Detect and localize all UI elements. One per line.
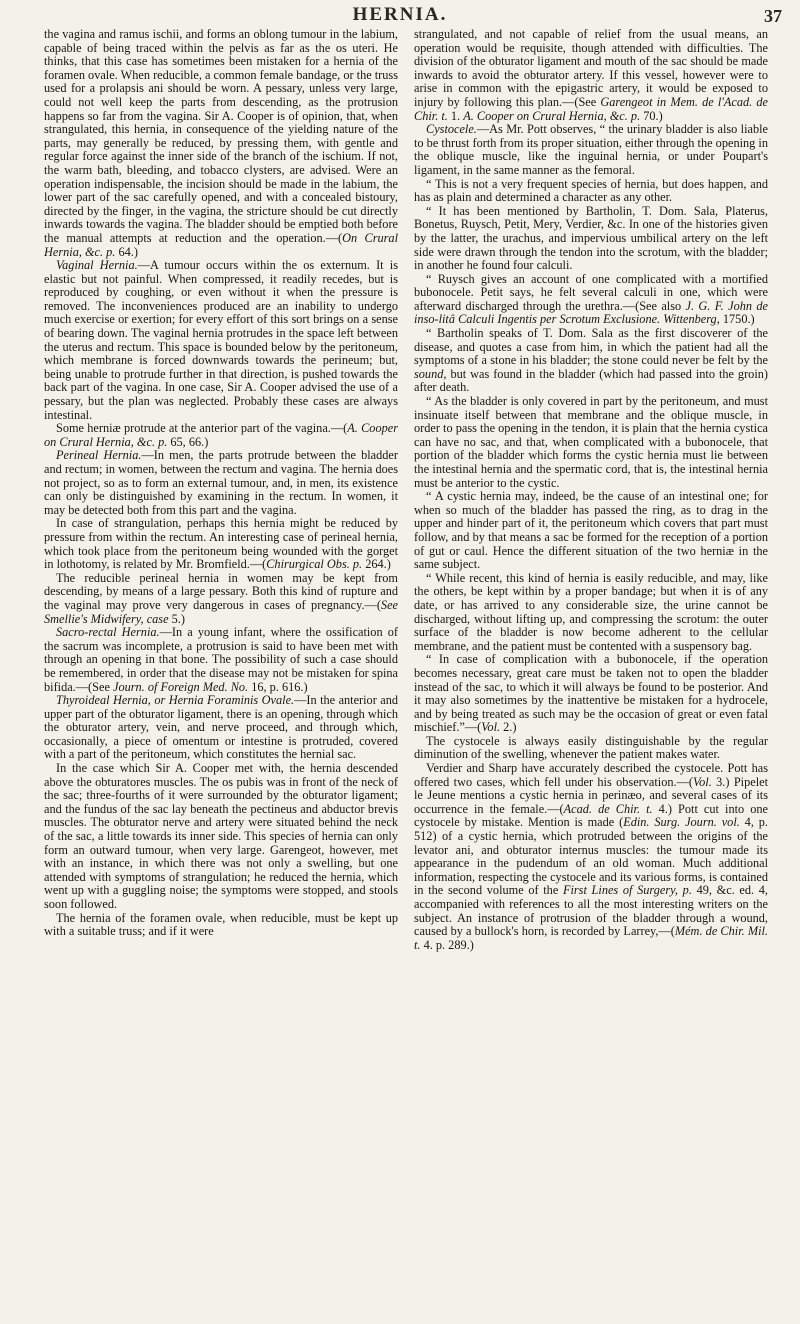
running-head: HERNIA. (352, 4, 448, 25)
body-text: “ In case of complication with a bubonocele, if the operation becomes necessary, great care must be taken not to open the bladder instead of the sac, to which it will always be found to be posterior. And it may also sometimes by the inattentive be mistaken for a hydrocele, and by being treated as such may be the occasion of great or even fatal mischief.”—( (414, 652, 768, 735)
right-column (414, 28, 768, 1318)
body-text: 64.) (115, 244, 138, 259)
paragraph (414, 395, 768, 490)
body-text: 65, 66.) (167, 434, 209, 449)
italic-text: Chirurgical Obs. p. (266, 557, 363, 572)
body-text: 1. (447, 108, 464, 123)
body-text: 4. p. 289.) (420, 937, 474, 952)
paragraph (414, 273, 768, 327)
paragraph (414, 762, 768, 952)
paragraph (414, 490, 768, 572)
body-text: —A tumour occurs within the os externum. It is elastic but not painful. When compressed, it readily recedes, but is reproduced by coughing, or even without it when the pressure is removed. The inconveniences produced are an inability to undergo much exercise or exertion; for every effort of this sort brings on a sense of bearing down. The vaginal hernia protrudes in the space left between the uterus and rectum. This space is bounded below by the peritoneum, which membrane is forced downwards towards the perineum; but, being unable to protrude further in that direction, is pushed towards the back part of the vagina. In one case, Sir A. Cooper advised the use of a pessary, but the plan was neglected. Probably these cases are always intestinal. (44, 258, 398, 422)
body-text: 70.) (640, 108, 663, 123)
paragraph (414, 735, 768, 762)
paragraph (44, 762, 398, 912)
body-text: The reducible perineal hernia in women may be kept from descending, by means of a large pessary. Both this kind of rupture and the vaginal may prove very dangerous in cases of pregnancy.—( (44, 570, 398, 612)
paragraph (44, 28, 398, 259)
italic-text: Vol. (692, 774, 712, 789)
paragraph (414, 28, 768, 123)
body-text: 4, p. 512) of a cystic hernia, which protruded between the origins of the levator ani, and obturator internus muscles: the tumour made its appearance in the pudendum of an old woman. Much additional information, respecting the cystocele and its various forms, is contained in the second volume of the (414, 815, 768, 898)
italic-text: A. Cooper on Crural Hernia, &c. p. (463, 108, 641, 123)
body-text: —In a young infant, where the ossification of the sacrum was incomplete, a protrusion is said to have been met with through an opening in that bone. The possibility of such a case should be remembered, in order that the disease may not be mistaken for spina bifida.—(See (44, 625, 398, 694)
body-text: —In men, the parts protrude between the bladder and rectum; in women, between the rectum and vagina. The hernia does not project, so as to form an external tumour, and, in men, its existence can only be distinguished by examining in the rectum. In women, it may be detected both from this part and the vagina. (44, 448, 398, 517)
body-text: “ While recent, this kind of hernia is easily reducible, and may, like the others, be kept within by a proper bandage; but when it is of any date, or has arrived to any considerable size, the urine cannot be discharged, without lifting up, and compressing the scrotum: the outer surface of the bladder is now become adherent to the cellular membrane, and the patient must be contented with a suspensory bag. (414, 570, 768, 653)
italic-text: sound, (414, 366, 447, 381)
paragraph (44, 449, 398, 517)
italic-text: Thyroideal Hernia, or Hernia Foraminis Ovale. (56, 693, 295, 708)
paragraph (414, 653, 768, 735)
paragraph (44, 626, 398, 694)
paragraph (414, 178, 768, 205)
paragraph (414, 327, 768, 395)
body-text: The cystocele is always easily distinguishable by the regular diminution of the swelling, whenever the patient makes water. (414, 733, 768, 762)
body-text: 1750.) (719, 312, 755, 327)
body-text: 4.) Pott cut into one cystocele by mistake. Mention is made ( (414, 801, 768, 830)
paragraph (44, 572, 398, 626)
body-text: 49, &c. ed. 4, accompanied with references to all the most interesting writers on the subject. An instance of protrusion of the bladder through a wound, caused by a bullock's horn, is recorded by Larrey,—( (414, 883, 768, 939)
paragraph (414, 572, 768, 654)
body-text: In the case which Sir A. Cooper met with, the hernia descended above the obturatores muscles. The os pubis was in front of the neck of the sac; three-fourths of it were surrounded by the obturator ligament; and the fundus of the sac lay beneath the pectineus and abductor brevis muscles. The obturator nerve and artery were situated behind the neck of the sac, a little towards its inner side. This species of hernia can only form an outward tumour, when very large. Garengeot, however, met with an instance, in which there was not only a swelling, but one attended with symptoms of strangulation; he reduced the hernia, which went up with a guggling noise; the symptoms were stopped, and stools soon followed. (44, 761, 398, 911)
italic-text: A. Cooper on Crural Hernia, &c. p. (44, 421, 398, 449)
italic-text: Journ. of Foreign Med. No. (112, 679, 249, 694)
italic-text: First Lines of Surgery, p. (562, 883, 692, 898)
paragraph (414, 123, 768, 177)
body-text: strangulated, and not capable of relief from the usual means, an operation would be requisite, though attended with difficulties. The division of the obturator ligament and mouth of the sac should be made inwards to avoid the obturator artery. If this vessel, however were to arise in common with the epigastric artery, it would be exposed to injury by following this plan.—(See (414, 28, 768, 109)
body-text: “ As the bladder is only covered in part by the peritoneum, and must insinuate itself between that membrane and the oblique muscle, in order to pass the opening in the tendon, it is plain that the hernia cystica can have no sac, and that, when complicated with a bubonocele, that portion of the bladder which forms the cystic hernia must lie between the intestinal hernia and the spermatic cord, that is, the intestinal hernia must be anterior to the cystic. (414, 394, 768, 490)
body-text: Some herniæ protrude at the anterior part of the vagina.—( (56, 421, 348, 436)
page-number: 37 (764, 6, 782, 26)
italic-text: Vol. (481, 720, 501, 735)
paragraph (44, 259, 398, 422)
body-text: The hernia of the foramen ovale, when reducible, must be kept up with a suitable truss; and if it were (44, 910, 398, 939)
italic-text: Edin. Surg. Journ. vol. (623, 815, 740, 830)
body-text: “ This is not a very frequent species of hernia, but does happen, and has as plain and determined a character as any other. (414, 176, 768, 205)
body-text: “ A cystic hernia may, indeed, be the cause of an intestinal one; for when so much of the bladder has passed the ring, as to drag in the upper and hinder part of it, the peritoneum which covers that part must follow, and by that means a sac be formed for the reception of a portion of gut or caul. Hence the different situation of the two herniæ in the same subject. (414, 489, 768, 572)
left-column (44, 28, 398, 1318)
body-text: but was found in the bladder (which had passed into the groin) after death. (414, 366, 768, 395)
italic-text: Vaginal Hernia. (56, 258, 138, 273)
paragraph (414, 205, 768, 273)
body-text: 5.) (168, 611, 185, 626)
body-text: 3.) Pipelet le Jeune mentions a cystic hernia in perinæo, and several cases of its occurrence in the female.—( (414, 774, 768, 816)
italic-text: Sacro-rectal Hernia. (56, 625, 160, 640)
body-text: the vagina and ramus ischii, and forms an oblong tumour in the labium, capable of being traced within the pelvis as far as the os uteri. He thinks, that this case has sometimes been mistaken for a hernia of the foramen ovale. When reducible, a common female bandage, or the truss used for a prolapsis ani should be worn. A pessary, unless very large, could not well keep the parts from descending, as the protrusion happens so far from the vagina. Sir A. Cooper is of opinion, that, when strangulated, this hernia, in consequence of the yielding nature of the parts, may generally be reduced, by pressing them, with gentle and regular force against the inner side of the branch of the ischium. If not, the warm bath, bleeding, and tobacco clysters, are advised. Were an operation indispensable, the incision should be made in the labium, the lower part of the sac carefully opened, and with a concealed bistoury, directed by the finger, in the vagina, the stricture should be cut directly inwards towards the vagina. The bladder should be emptied both before the manual attempts at reduction and the operation.—( (44, 28, 398, 245)
body-text: “ It has been mentioned by Bartholin, T. Dom. Sala, Platerus, Bonetus, Ruysch, Petit, Mery, Verdier, &c. In one of the histories given by the latter, the urachus, and impervious umbilical artery on the left side were drawn through the tendon into the scrotum, with the bladder; in another he found four calculi. (414, 203, 768, 273)
body-text: “ Ruysch gives an account of one complicated with a mortified bubonocele. Petit says, he felt several calculi in one, which were afterward discharged through the urethra.—(See also (414, 271, 768, 313)
italic-text: See Smellie's Midwifery, case (44, 597, 398, 626)
body-text: 264.) (362, 557, 391, 572)
italic-text: Acad. de Chir. t. (563, 801, 653, 816)
italic-text: Garengeot in Mem. de l'Acad. de Chir. t. (414, 94, 768, 123)
italic-text: J. G. F. John de inso-litâ Calculi Ingentis per Scrotum Exclusione. Wittenberg, (414, 298, 768, 327)
italic-text: On Crural Hernia, &c. p. (44, 230, 398, 259)
body-text: —As Mr. Pott observes, “ the urinary bladder is also liable to be thrust forth from its proper situation, either through the opening in the oblique muscle, like the inguinal hernia, or under Poupart's ligament, in the same manner as the femoral. (414, 122, 768, 177)
body-text: In case of strangulation, perhaps this hernia might be reduced by pressure from within the rectum. An interesting case of perineal hernia, which took place from the peritoneum being wounded with the gorget in lothotomy, is related by Mr. Bromfield.—( (44, 516, 398, 572)
paragraph (44, 912, 398, 939)
body-text: —In the anterior and upper part of the obturator ligament, there is an opening, through which the obturator artery, vein, and nerve proceed, and through which, occasionally, a piece of omentum or intestine is protruded, covered with a part of the peritoneum, which constitutes the hernial sac. (44, 693, 398, 762)
italic-text: Cystocele. (426, 122, 477, 137)
body-text: 2.) (500, 720, 517, 735)
paragraph (44, 694, 398, 762)
body-text: “ Bartholin speaks of T. Dom. Sala as the first discoverer of the disease, and quotes a case from him, in which the patient had all the symptoms of a stone in his bladder; the stone could never be felt by the (414, 326, 768, 368)
italic-text: Perineal Hernia. (56, 448, 142, 463)
paragraph (44, 517, 398, 571)
body-text: Verdier and Sharp have accurately described the cystocele. Pott has offered two cases, which fell under his observation.—( (414, 761, 768, 789)
paragraph (44, 422, 398, 449)
body-text: 16, p. 616.) (248, 679, 308, 694)
page-header (0, 4, 800, 30)
italic-text: Mém. de Chir. Mil. t. (414, 924, 768, 952)
